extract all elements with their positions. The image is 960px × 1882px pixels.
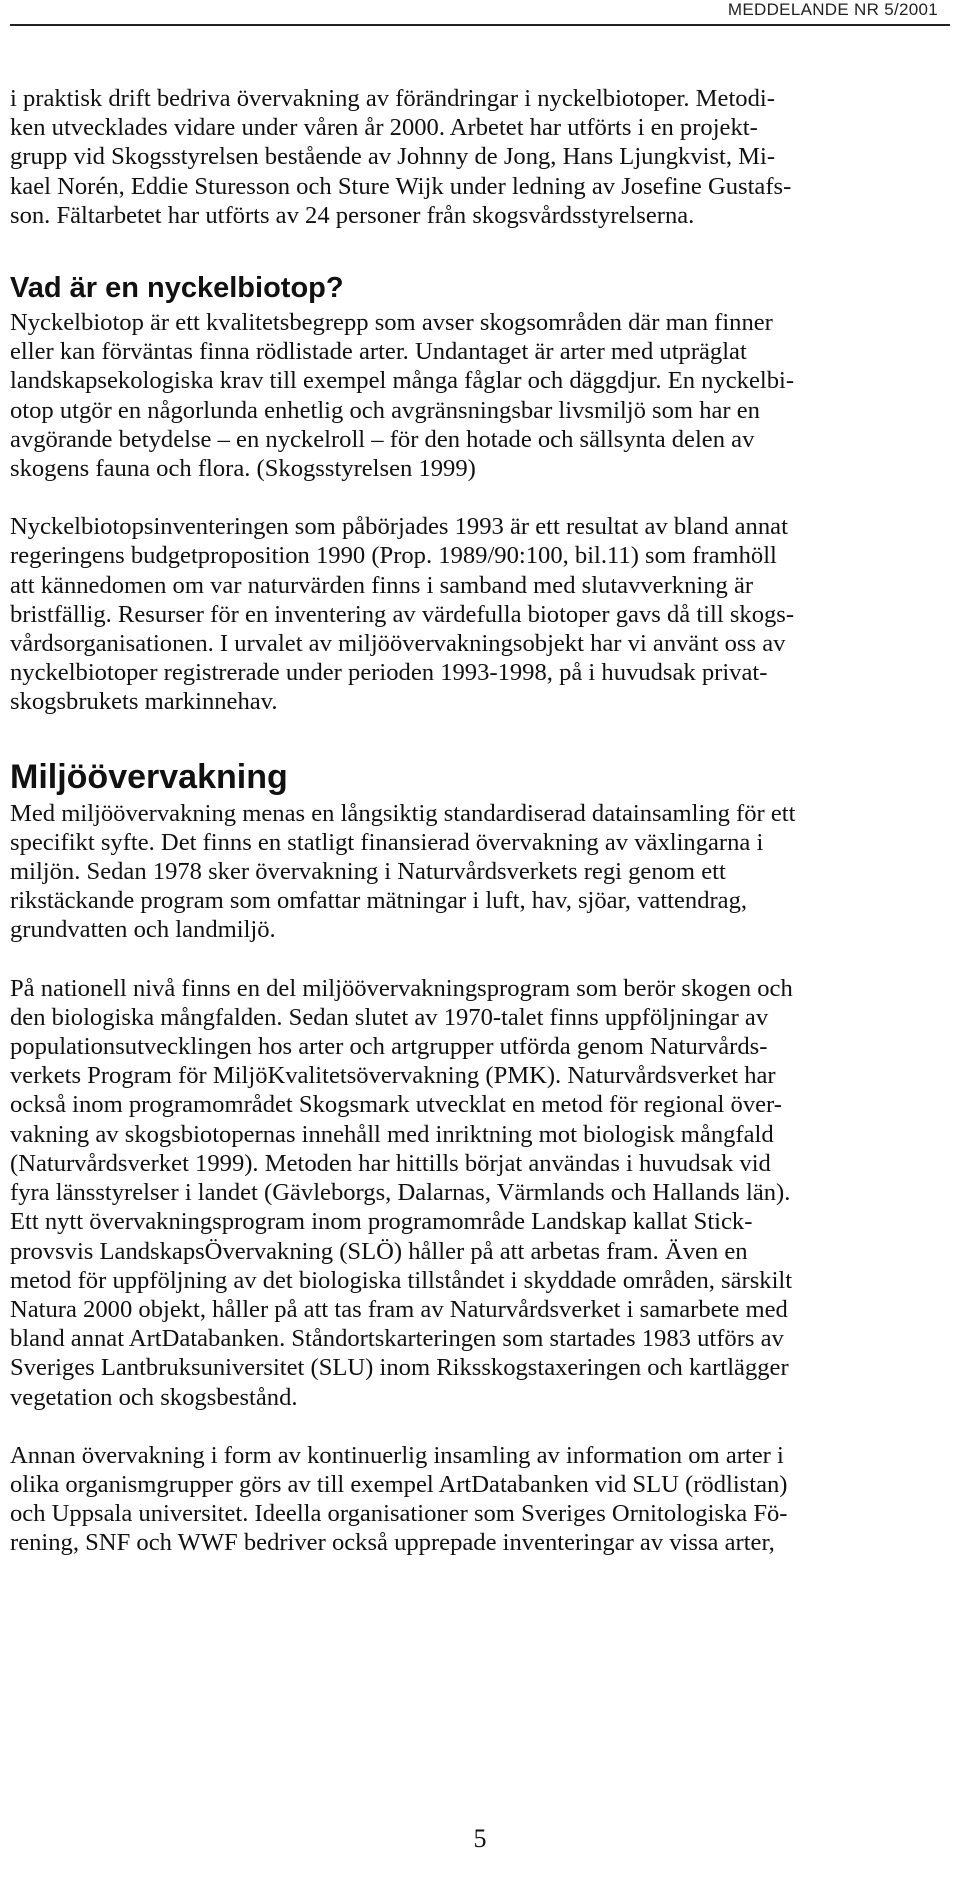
text-line: bristfällig. Resurser för en inventering av värdefulla biotoper gavs då till skogs-: [10, 600, 795, 628]
text-line: Annan övervakning i form av kontinuerlig insamling av information om arter i: [10, 1441, 784, 1469]
text-line: och Uppsala universitet. Ideella organisationer som Sveriges Ornitologiska Fö-: [10, 1500, 788, 1528]
text-line: specifikt syfte. Det finns en statligt finansierad övervakning av växlingarna i: [10, 828, 764, 856]
intro-paragraph: [10, 84, 940, 230]
text-line: På nationell nivå finns en del miljöövervakningsprogram som berör skogen och: [10, 974, 793, 1002]
text-line: grundvatten och landmiljö.: [10, 916, 276, 944]
text-line: vegetation och skogsbestånd.: [10, 1383, 298, 1411]
text-line: vakning av skogsbiotopernas innehåll med inriktning mot biologisk mångfald: [10, 1120, 774, 1148]
text-line: metod för uppföljning av det biologiska tillståndet i skyddade områden, särskilt: [10, 1266, 793, 1294]
paragraph: [10, 512, 940, 716]
text-line: avgörande betydelse – en nyckelroll – för den hotade och sällsynta delen av: [10, 425, 755, 453]
running-header: MEDDELANDE NR 5/2001: [727, 0, 938, 19]
text-line: Sveriges Lantbruksuniversitet (SLU) inom Riksskogstaxeringen och kartlägger: [10, 1354, 789, 1382]
paragraph: [10, 974, 940, 1412]
text-line: ken utvecklades vidare under våren år 2000. Arbetet har utförts i en projekt-: [10, 114, 758, 142]
text-line: skogsbrukets markinnehav.: [10, 688, 278, 716]
text-line: (Naturvårdsverket 1999). Metoden har hittills börjat användas i huvudsak vid: [10, 1149, 771, 1177]
section-heading-nyckelbiotop: Vad är en nyckelbiotop?: [10, 272, 344, 305]
text-line: Natura 2000 objekt, håller på att tas fram av Naturvårdsverket i samarbete med: [10, 1295, 788, 1323]
text-line: Med miljöövervakning menas en långsiktig standardiserad datainsamling för ett: [10, 799, 796, 827]
section-heading-miljoovervakning: Miljöövervakning: [10, 757, 288, 796]
text-line: nyckelbiotoper registrerade under perioden 1993-1998, på i huvudsak privat-: [10, 659, 768, 687]
text-line: skogens fauna och flora. (Skogsstyrelsen 1999): [10, 455, 476, 483]
text-line: populationsutvecklingen hos arter och artgrupper utförda genom Naturvårds-: [10, 1033, 768, 1061]
text-line: otop utgör en någorlunda enhetlig och avgränsningsbar livsmiljö som har en: [10, 396, 760, 424]
text-line: landskapsekologiska krav till exempel många fåglar och däggdjur. En nyckelbi-: [10, 367, 795, 395]
text-line: son. Fältarbetet har utförts av 24 personer från skogsvårdsstyrelserna.: [10, 201, 695, 229]
text-line: Nyckelbiotopsinventeringen som påbörjades 1993 är ett resultat av bland annat: [10, 513, 788, 541]
body-text: [10, 84, 940, 1558]
paragraph: [10, 308, 940, 483]
text-line: Nyckelbiotop är ett kvalitetsbegrepp som avser skogsområden där man finner: [10, 309, 773, 337]
text-line: att kännedomen om var naturvärden finns i samband med slutavverkning är: [10, 571, 754, 599]
text-line: rikstäckande program som omfattar mätningar i luft, hav, sjöar, vattendrag,: [10, 887, 748, 915]
text-line: regeringens budgetproposition 1990 (Prop. 1989/90:100, bil.11) som framhöll: [10, 542, 777, 570]
page-number: 5: [473, 1824, 487, 1853]
text-line: eller kan förväntas finna rödlistade arter. Undantaget är arter med utpräglat: [10, 338, 747, 366]
text-line: den biologiska mångfalden. Sedan slutet av 1970-talet finns uppföljningar av: [10, 1003, 769, 1031]
text-line: vårdsorganisationen. I urvalet av miljöövervakningsobjekt har vi använt oss av: [10, 630, 786, 658]
text-line: provsvis LandskapsÖvervakning (SLÖ) håller på att arbetas fram. Även en: [10, 1237, 748, 1265]
paragraph: [10, 1441, 940, 1558]
text-line: miljön. Sedan 1978 sker övervakning i Naturvårdsverkets regi genom ett: [10, 858, 726, 886]
text-line: Ett nytt övervakningsprogram inom programområde Landskap kallat Stick-: [10, 1208, 753, 1236]
text-line: bland annat ArtDatabanken. Ståndortskarteringen som startades 1983 utförs av: [10, 1325, 784, 1353]
text-line: också inom programområdet Skogsmark utvecklat en metod för regional över-: [10, 1091, 782, 1119]
text-line: fyra länsstyrelser i landet (Gävleborgs, Dalarnas, Värmlands och Hallands län).: [10, 1179, 791, 1207]
text-line: verkets Program för MiljöKvalitetsövervakning (PMK). Naturvårdsverket har: [10, 1062, 776, 1090]
text-line: rening, SNF och WWF bedriver också upprepade inventeringar av vissa arter,: [10, 1529, 775, 1557]
text-line: kael Norén, Eddie Sturesson och Sture Wijk under ledning av Josefine Gustafs-: [10, 172, 792, 200]
text-line: olika organismgrupper görs av till exempel ArtDatabanken vid SLU (rödlistan): [10, 1470, 788, 1498]
text-line: i praktisk drift bedriva övervakning av förändringar i nyckelbiotoper. Metodi-: [10, 85, 775, 112]
paragraph: [10, 799, 940, 945]
text-line: grupp vid Skogsstyrelsen bestående av Johnny de Jong, Hans Ljungkvist, Mi-: [10, 143, 776, 171]
header-rule: [10, 24, 950, 26]
